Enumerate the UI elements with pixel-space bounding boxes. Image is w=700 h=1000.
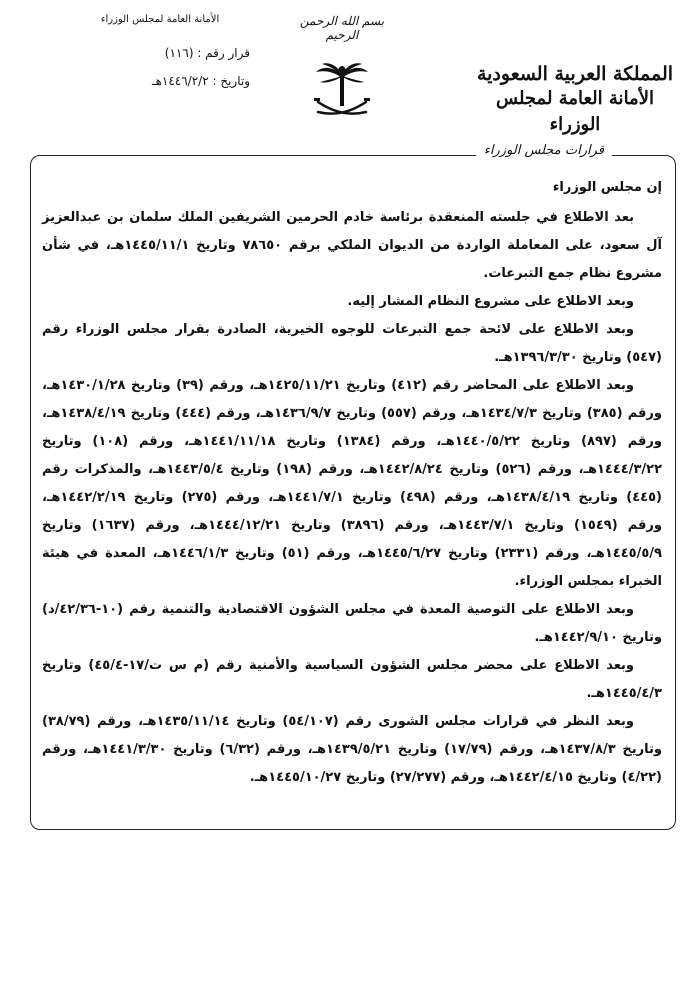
basmala: بسم الله الرحمن الرحيم	[299, 14, 385, 42]
opening-line: إن مجلس الوزراء	[552, 180, 662, 195]
paragraph: بعد الاطلاع في جلسته المنعقدة برئاسة خادم الحرمين الشريفين الملك سلمان بن عبدالعزيز آل سعود، على المعاملة الواردة من الديوان الملكي برقم ٧٨٦٥٠ وتاريخ ١٤٤٥/١١/١هـ، في شأن مشروع نظام جمع التبرعات.	[42, 210, 662, 281]
paragraph: وبعد النظر في قرارات مجلس الشورى رقم (٥٤/١٠٧) وتاريخ ١٤٣٥/١١/١٤هـ، ورقم (٣٨/٧٩) وتاريخ ١٤٣٧/٨/٣هـ، ورقم (١٧/٧٩) وتاريخ ١٤٣٩/٥/٢١هـ، ورقم (٦/٣٢) وتاريخ ١٤٤١/٣/٣٠هـ، ورقم (٤/٢٢) وتاريخ ١٤٤٢/٤/١٥هـ، ورقم (٢٧/٢٧٧) وتاريخ ١٤٤٥/١٠/٢٧هـ.	[42, 714, 662, 785]
decision-date: وتاريخ : ١٤٤٦/٢/٢هـ	[152, 74, 250, 88]
decision-body	[42, 174, 662, 792]
left-secretariat-title: الأمانة العامة لمجلس الوزراء	[100, 14, 220, 25]
paragraph: وبعد الاطلاع على المحاضر رقم (٤١٢) وتاريخ ١٤٢٥/١١/٢١هـ، ورقم (٣٩) وتاريخ ١٤٣٠/١/٢٨هـ، ورقم (٣٨٥) وتاريخ ١٤٣٤/٧/٣هـ، ورقم (٥٥٧) وتاريخ ١٤٣٦/٩/٧هـ، ورقم (٤٤٤) وتاريخ ١٤٣٨/٤/١٩هـ، ورقم (٨٩٧) وتاريخ ١٤٤٠/٥/٢٢هـ، ورقم (١٣٨٤) وتاريخ ١٤٤١/١١/١٨هـ، ورقم (١٠٨) وتاريخ ١٤٤٤/٣/٢٢هـ، ورقم (٥٢٦) وتاريخ ١٤٤٢/٨/٢٤هـ، ورقم (١٩٨) وتاريخ ١٤٤٣/٥/٤هـ، والمذكرات رقم (٤٤٥) وتاريخ ١٤٣٨/٤/١٩هـ، ورقم (٤٩٨) وتاريخ ١٤٤١/٧/١هـ، ورقم (٢٧٥) وتاريخ ١٤٤٢/٢/١٩هـ، ورقم (١٥٤٩) وتاريخ ١٤٤٣/٧/١هـ، ورقم (٣٨٩٦) وتاريخ ١٤٤٤/١٢/٢١هـ، ورقم (١٦٣٧) وتاريخ ١٤٤٥/٥/٩هـ، ورقم (٢٣٣١) وتاريخ ١٤٤٥/٦/٢٧هـ، ورقم (٥١) وتاريخ ١٤٤٦/١/٣هـ، المعدة في هيئة الخبراء بمجلس الوزراء.	[42, 378, 663, 589]
decision-number: قرار رقم : (١١٦)	[164, 46, 250, 60]
frame-label: قرارات مجلس الوزراء	[476, 143, 612, 158]
paragraph: وبعد الاطلاع على لائحة جمع التبرعات للوجوه الخيرية، الصادرة بقرار مجلس الوزراء رقم (٥٤٧) وتاريخ ١٣٩٦/٣/٣٠هـ.	[42, 322, 662, 365]
paragraph: وبعد الاطلاع على التوصية المعدة في مجلس الشؤون الاقتصادية والتنمية رقم (١٠-٤٢/٣٦/د) وتاريخ ١٤٤٢/٩/١٠هـ.	[42, 602, 662, 645]
paragraph: وبعد الاطلاع على محضر مجلس الشؤون السياسية والأمنية رقم (م س ت/١٧-٤٥/٤) وتاريخ ١٤٤٥/٤/٣هـ.	[42, 658, 662, 701]
secretariat-title: الأمانة العامة لمجلس الوزراء	[496, 88, 654, 135]
letterhead-left	[70, 14, 250, 95]
paragraph: وبعد الاطلاع على مشروع النظام المشار إليه.	[347, 294, 634, 309]
kingdom-title: المملكة العربية السعودية	[476, 63, 674, 85]
letterhead-right	[470, 62, 680, 138]
saudi-emblem-icon	[312, 62, 372, 124]
